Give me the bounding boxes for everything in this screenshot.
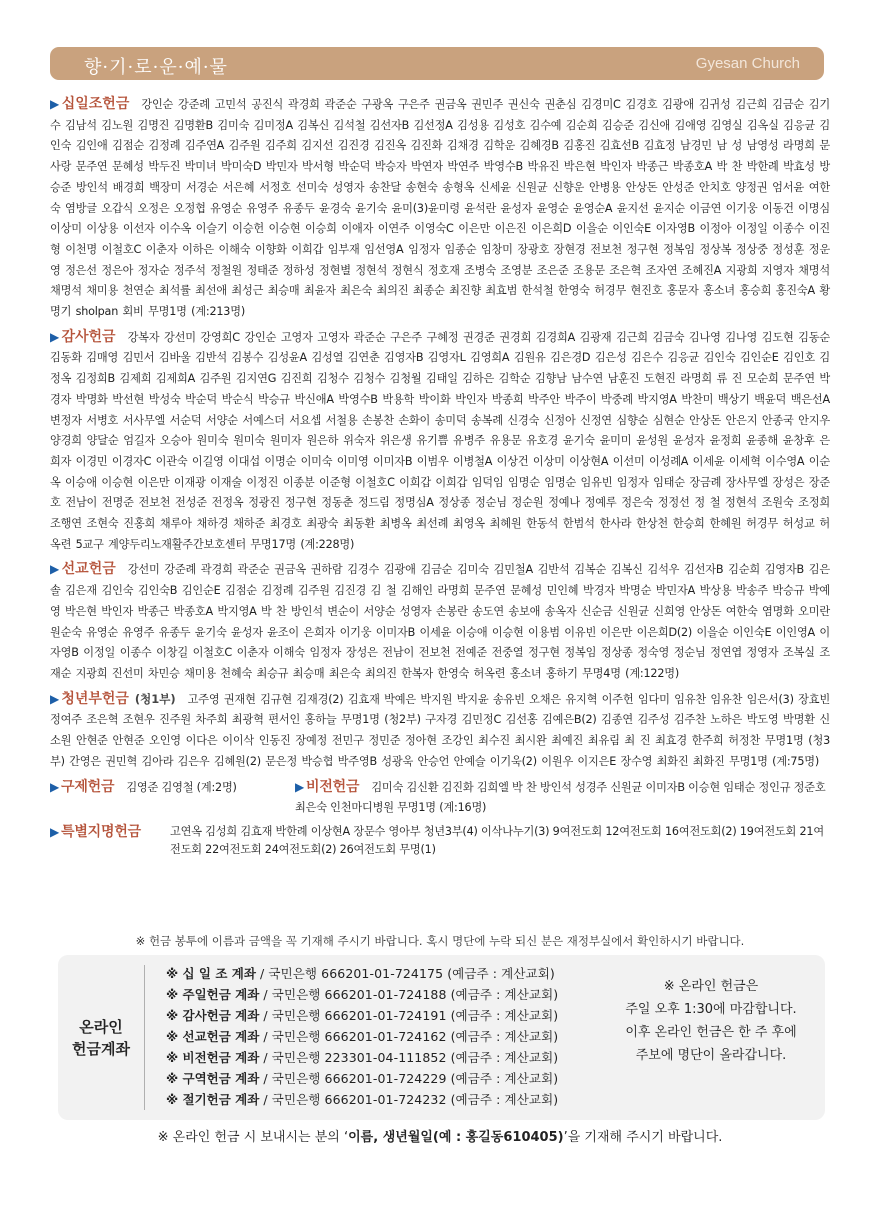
triangle-right-icon: ▶	[50, 824, 60, 839]
relief-vision-row	[50, 777, 830, 819]
triangle-right-icon: ▶	[295, 779, 305, 794]
vision-section	[295, 777, 830, 819]
footnote: ※ 온라인 헌금 시 보내시는 분의 ‘이름, 생년월일(예 : 홍길동610405)’을 기재해 주시기 바랍니다.	[157, 1130, 723, 1145]
relief-title: ▶ 구제헌금	[50, 778, 115, 795]
church-name: Gyesan Church	[695, 55, 800, 72]
notice-text: ※ 헌금 봉투에 이름과 금액을 꼭 기재해 주시기 바랍니다. 혹시 명단에 누락 되신 분은 재정부실에서 확인하시기 바랍니다.	[135, 934, 745, 948]
account-item: ※ 주일헌금 계좌 / 국민은행 666201-01-724188 (예금주 : 계산교회)	[166, 987, 559, 1002]
account-item: ※ 구역헌금 계좌 / 국민은행 666201-01-724229 (예금주 : 계산교회)	[166, 1071, 559, 1086]
special-section	[50, 823, 830, 859]
thanks-names: 강복자 강선미 강영희C 강인순 고영자 고영자 곽준순 구은주 구혜정 권경준 권경희 김경희A 김광재 김근희 김금숙 김나영 김나영 김도현 김동순 김동화 김매영 김민서 김바울 김반석 김봉수 김성윤A 김성열 김연춘 김영자B 김영자L 김영희A 김원유 김은경D 김은성 김은수 김응균 김인숙 김인순E 김인호 김정옥 김정희B 김제희 김제희A 김주원 김지연G 김진희 김청수 김청수 김청월 김태일 김하은 김학순 김향남 남수연 남훈진 도현진 라명희 류 진 모순희 문주연 박경자 박명화 박선현 박성숙 박순덕 박순식 박승규 박신애A 박영수B 박용학 박이화 박인자 박종희 박주안 박주이 박중례 박지영A 박찬미 백상기 백윤덕 백은선A 변정자 서병호 서사무엘 서순덕 서양순 서예스더 서요셉 서철용 손봉찬 손화이 송미덕 송복례 신경숙 신정아 신정연 심향순 심현순 안상돈 안은지 안종국 안지우 양경희 양달순 엄길자 오승아 원미숙 원미숙 원미자 원은하 위숙자 위은생 유기쁨 유병주 유용문 유호경 윤기숙 윤미미 윤성원 윤성자 윤정희 윤종해 윤창후 은희자 이경민 이경자C 이관숙 이길영 이대섭 이명순 이미숙 이미영 이미자B 이범우 이병철A 이상건 이상미 이상현A 이선미 이성례A 이세윤 이세혁 이수영A 이순옥 이승애 이승현 이은만 이재광 이재술 이정진 이종분 이준형 이철호C 이희갑 이희갑 임덕임 임명순 임명순 임유빈 임정자 임태순 장금례 장사무엘 장성은 장준호 전남이 전명준 전보천 전성준 전정옥 정광진 정구현 정동춘 정드림 정명심A 정상종 정순님 정순원 정예나 정예루 정은숙 정정선 정 철 정현석 조원숙 조정희 조행연 조현숙 진홍희 채루아 채하경 채하준 최경호 최광숙 최동환 최병옥 최선례 최영옥 최혜원 한동석 한범석 한사라 한상천 한승희 한혜원 허경무 허성교 허옥련 5교구 계양두리노재활주간보호센터 무명17명 (계:228명)	[50, 330, 830, 551]
account-item: ※ 절기헌금 계좌 / 국민은행 666201-01-724232 (예금주 : 계산교회)	[166, 1092, 559, 1107]
triangle-right-icon: ▶	[50, 691, 60, 706]
triangle-right-icon: ▶	[50, 329, 60, 344]
tithe-title: ▶ 십일조헌금	[50, 96, 130, 112]
special-names: 고연옥 김성희 김효재 박한례 이상현A 장문수 영아부 청년3부(4) 이삭나누기(3) 9여전도회 12여전도회 16여전도회(2) 19여전도회 21여전도회 22여전도회 24여전도회(2) 26여전도회 무명(1)	[170, 824, 824, 856]
account-item: ※ 십 일 조 계좌 / 국민은행 666201-01-724175 (예금주 : 계산교회)	[166, 966, 555, 981]
section-header	[50, 47, 824, 80]
mission-section	[50, 559, 830, 684]
divider	[144, 965, 145, 1110]
triangle-right-icon: ▶	[50, 97, 60, 111]
offering-sections	[50, 94, 830, 859]
mission-names: 강선미 강준례 곽경희 곽준순 권금옥 권하람 김경수 김광애 김금순 김미숙 김민철A 김반석 김복순 김복신 김석우 김선자B 김순희 김영자B 김은솔 김은재 김인숙 김인숙B 김인순E 김점순 김정례 김주원 김진경 김 철 김해인 라명희 문주연 문혜성 민인혜 박경자 박명순 박민자A 박상용 박송주 박승규 박예영 박은현 박인자 박종근 박종호A 박지영A 박 찬 방인석 변순이 서양순 성영자 손봉란 송도연 송보애 송옥자 신순금 신원균 신희영 안상돈 여한숙 염명화 오미란 원순숙 유영순 유영주 유종두 윤기숙 윤성자 윤조이 은희자 이기웅 이미자B 이세윤 이승애 이승현 이용범 이유빈 이은만 이은희D(2) 이을순 이인숙E 이인영A 이자영B 이정일 이종수 이창길 이철호C 이춘자 이해숙 임정자 장성은 전남이 전보천 전예준 전중열 정구현 정복임 정상종 정숙영 정순님 정연엽 정영자 조복실 조재순 지광희 진선미 차민승 채미용 천혜숙 최승규 최승매 최은숙 최의진 한복자 한영숙 허옥련 홍소녀 홍하기 무명4명 (계:122명)	[50, 563, 830, 680]
account-item: ※ 감사헌금 계좌 / 국민은행 666201-01-724191 (예금주 : 계산교회)	[166, 1008, 559, 1023]
thanks-section	[50, 327, 830, 556]
special-title: ▶ 특별지명헌금	[50, 823, 141, 840]
triangle-right-icon: ▶	[50, 562, 60, 577]
tithe-section	[50, 94, 830, 323]
relief-section	[50, 777, 295, 819]
mission-title: ▶ 선교헌금	[50, 561, 116, 578]
triangle-right-icon: ▶	[50, 779, 60, 794]
thanks-title: ▶ 감사헌금	[50, 328, 116, 345]
tithe-names: 강인순 강준례 고민석 공진식 곽경희 곽준순 구광옥 구은주 권금옥 권민주 권신숙 권춘심 김경미C 김경호 김광애 김귀성 김근희 김금순 김기수 김남석 김노원 김명진 김명환B 김미숙 김미정A 김복신 김석철 김선자B 김선정A 김성용 김성호 김수예 김순희 김승준 김신애 김애영 김영실 김옥실 김응균 김인숙 김인애 김점순 김정례 김주연A 김주원 김주희 김지선 김진경 김진옥 김진화 김채경 김학운 김혜경B 김홍진 김효선B 김효정 남경민 남 성 남영성 라명희 문사랑 문주연 문혜성 박두진 박미녀 박미숙D 박민자 박서형 박순덕 박승자 박연자 박연주 박영수B 박유진 박은현 박인자 박종근 박종호A 박 찬 박한례 박효성 방승준 방인석 배경희 백장미 서경순 서은혜 서정호 선미숙 성영자 송찬달 송현숙 송형옥 신세윤 신원균 신향운 안병용 안상돈 안성준 안치호 양정권 엄서윤 여한숙 염방글 오갑식 오정은 오정협 유영순 유영주 유종두 윤경숙 윤기숙 윤미(3)윤미령 윤석란 윤성자 윤영순 윤영순A 윤지선 윤지순 이금연 이기웅 이동건 이명심 이상미 이상용 이선자 이수옥 이슬기 이승헌 이승현 이승희 이애자 이연주 이영숙C 이은만 이은진 이은희D 이을순 이인숙E 이자영B 이정아 이정일 이종수 이진형 이천명 이철호C 이춘자 이하은 이해숙 이향화 이희갑 임부재 임선영A 임정자 임종순 임창미 장광호 장현경 전보천 정구현 정복임 정상복 정상중 정성훈 정운영 정은선 정은아 정자순 정주석 정철원 정태준 정하성 정현별 정현석 정현식 정호재 조병숙 조영분 조은준 조용문 조은혁 조자연 조혜진A 지광희 지영자 채명석 채명석 채미용 천연순 최석률 최선애 최성근 최승매 최윤자 최은숙 최의진 최종순 최진향 최효범 한석철 한영숙 허경무 현진호 홍문자 홍소녀 홍승희 홍진숙A 황명기 sholpan 회비 무명1명 (계:213명)	[50, 98, 830, 319]
online-accounts-box	[58, 955, 825, 1120]
account-item: ※ 비전헌금 계좌 / 국민은행 223301-04-111852 (예금주 : 계산교회)	[166, 1050, 559, 1065]
relief-names: 김영준 김영철 (계:2명)	[126, 780, 237, 794]
account-list	[166, 963, 558, 1110]
vision-names: 김미숙 김신환 김진화 김희엘 박 찬 방인석 성경주 신원균 이미자B 이승현 임태순 정인규 정준호 최은숙 인천마디병원 무명1명 (계:16명)	[295, 780, 826, 815]
online-label: 온라인 헌금계좌	[72, 1017, 130, 1058]
youth-names: 고주영 권재현 김규현 김재경(2) 김효재 박예은 박지원 박지윤 송유빈 오채은 유지혁 이주헌 임다미 임유찬 임유찬 임은서(3) 장효빈 정여주 조은혁 조현우 진주원 차주희 최광혁 편서인 홍하늘 무명1명 (청2부) 구자경 김민정C 김선홍 김예은B(2) 김종연 김주성 김주찬 노하은 박도영 박명환 신소원 안현준 안현준 오인영 이다은 이이삭 인동진 장예정 전민구 정민준 정아현 조강인 최수진 최시완 최예진 최유림 최 진 최효경 한주희 허정찬 무명1명 (청3부) 간영은 권민혁 김아라 김은우 김혜원(2) 문은정 박승협 박주영B 성광욱 안승언 안예슬 이기욱(2) 이원우 이지은E 장수영 최화진 최화진 무명1명 (계:75명)	[50, 692, 830, 768]
youth-title: ▶ 청년부헌금 (청1부)	[50, 690, 176, 707]
vision-title: ▶ 비전헌금	[295, 778, 360, 795]
online-info: ※ 온라인 헌금은 주일 오후 1:30에 마감합니다. 이후 온라인 헌금은 한 주 후에 주보에 명단이 올라갑니다.	[625, 979, 797, 1063]
youth-section	[50, 689, 830, 773]
account-item: ※ 선교헌금 계좌 / 국민은행 666201-01-724162 (예금주 : 계산교회)	[166, 1029, 559, 1044]
page-title: 향·기·로·운·예·물	[84, 57, 228, 78]
